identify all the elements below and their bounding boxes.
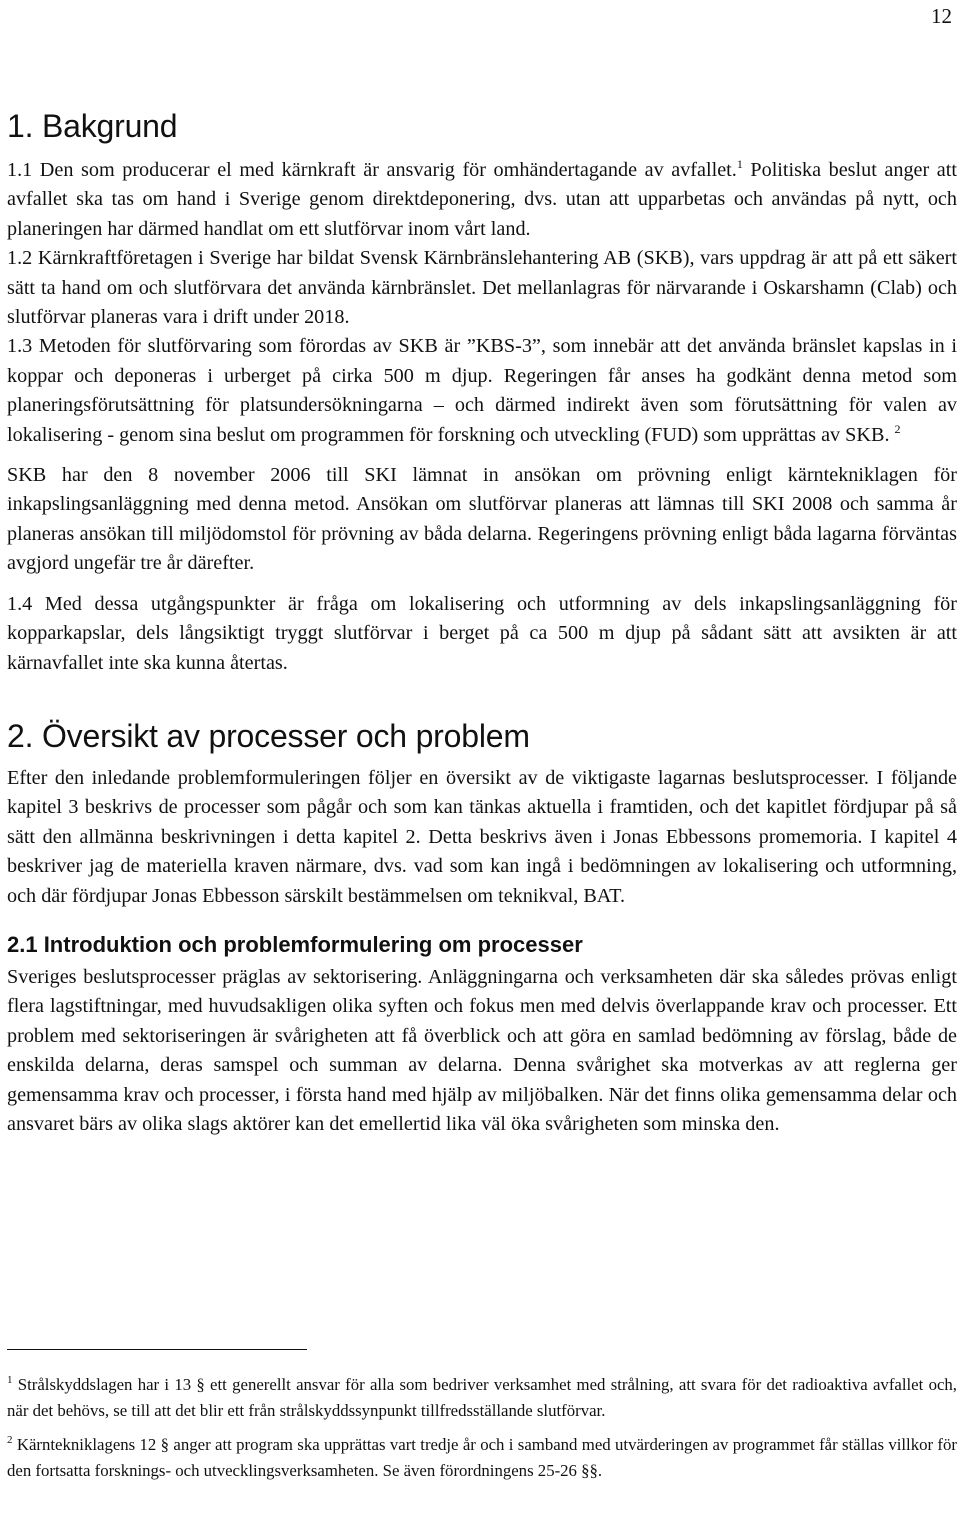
- footnote-1: [7, 1372, 957, 1424]
- paragraph-1-1-text: 1.1 Den som producerar el med kärnkraft är ansvarig för omhändertagande av avfallet.: [7, 159, 737, 181]
- section-2-heading: 2. Översikt av processer och problem: [7, 717, 530, 754]
- page-number: 12: [931, 4, 952, 28]
- paragraph-1-3: [7, 332, 957, 450]
- paragraph-1-3b: SKB har den 8 november 2006 till SKI lämnat in ansökan om prövning enligt kärntekniklagen för inkapslingsanläggning med denna metod. Ansökan om slutförvar planeras att lämnas till SKI 2008 och samma år planeras ansökan till miljödomstol för prövning av båda delarna. Regeringens prövning enligt båda lagarna förväntas avgjord ungefär tre år därefter.: [7, 464, 957, 575]
- section-1-heading: 1. Bakgrund: [7, 108, 178, 144]
- section-2-1-heading: 2.1 Introduktion och problemformulering om processer: [7, 931, 583, 957]
- footnote-text-2: Kärntekniklagens 12 § anger att program ska upprättas vart tredje år och i samband med utvärderingen av programmet får ställas villkor för den fortsatta forsknings- och utvecklingsverksamheten. Se även förordningens 25-26 §§.: [7, 1435, 957, 1480]
- paragraph-1-1: [7, 156, 957, 244]
- footnote-text-1: Strålskyddslagen har i 13 § ett generellt ansvar för alla som bedriver verksamhet med strålning, att svara för det radioaktiva avfallet och, när det behövs, se till att det blir ett från strålskyddssynpunkt tillfredsställande slutförvar.: [7, 1375, 957, 1420]
- footnote-divider: [7, 1349, 307, 1350]
- paragraph-1-3-text: 1.3 Metoden för slutförvaring som förordas av SKB är ”KBS-3”, som innebär att det använda bränslet kapslas in i koppar och deponeras i urberget på cirka 500 m djup. Regeringen får anses ha godkänt denna metod som planeringsförutsättning för platsundersökningarna – och därmed indirekt även som förutsättning för valen av lokalisering - genom sina beslut om programmen för forskning och utveckling (FUD) som upprättas av SKB.: [7, 335, 957, 446]
- paragraph-2-1: Sveriges beslutsprocesser präglas av sektorisering. Anläggningarna och verksamheten där ska således prövas enligt flera lagstiftningar, med huvudsakligen olika syften och fokus men med delvis överlappande krav och processer. Ett problem med sektoriseringen är svårigheten att få överblick och att göra en samlad bedömning av förslag, både de enskilda delarna, deras samspel och summan av delarna. Denna svårighet ska motverkas av att reglerna ger gemensamma krav och processer, i första hand med hjälp av miljöbalken. När det finns olika gemensamma delar och ansvaret bärs av olika slags aktörer kan det emellertid lika väl öka svårigheten som minska den.: [7, 965, 957, 1135]
- footnote-number-1: 1: [7, 1374, 13, 1386]
- paragraph-1-2: 1.2 Kärnkraftföretagen i Sverige har bildat Svensk Kärnbränslehantering AB (SKB), vars uppdrag är att på ett säkert sätt ta hand om och slutförvara det använda kärnbränslet. Det mellanlagras för närvarande i Oskarshamn (Clab) och slutförvar planeras vara i drift under 2018.: [7, 247, 957, 329]
- footnote-ref-2[interactable]: 2: [894, 421, 901, 436]
- paragraph-1-1-tail: Politiska beslut anger att avfallet ska tas om hand i Sverige genom direktdeponering, dvs. utan att upparbetas och användas på nytt, och planeringen har därmed handlat om ett slutförvar inom vårt land.: [7, 159, 957, 240]
- footnote-2: [7, 1432, 957, 1484]
- page-body: [7, 108, 957, 1150]
- footnote-number-2: 2: [7, 1434, 13, 1446]
- footnote-ref-1[interactable]: 1: [736, 157, 743, 171]
- footnotes: [7, 1372, 957, 1492]
- paragraph-1-4: 1.4 Med dessa utgångspunkter är fråga om lokalisering och utformning av dels inkapslingsanläggning för kopparkapslar, dels långsiktigt tryggt slutförvar i berget på ca 500 m djup på sådant sätt att avsikten är att kärnavfallet inte ska kunna återtas.: [7, 592, 957, 674]
- paragraph-2-intro: Efter den inledande problemformuleringen följer en översikt av de viktigaste lagarnas beslutsprocesser. I följande kapitel 3 beskrivs de processer som pågår och som kan tänkas aktuella i framtiden, och det kapitlet fördjupar på så sätt den allmänna beskrivningen i detta kapitel 2. Detta beskrivs även i Jonas Ebbessons promemoria. I kapitel 4 beskriver jag de materiella kraven närmare, dvs. vad som kan ingå i bedömningen av lokalisering och utformning, och där fördjupar Jonas Ebbesson särskilt bestämmelsen om teknikval, BAT.: [7, 766, 957, 907]
